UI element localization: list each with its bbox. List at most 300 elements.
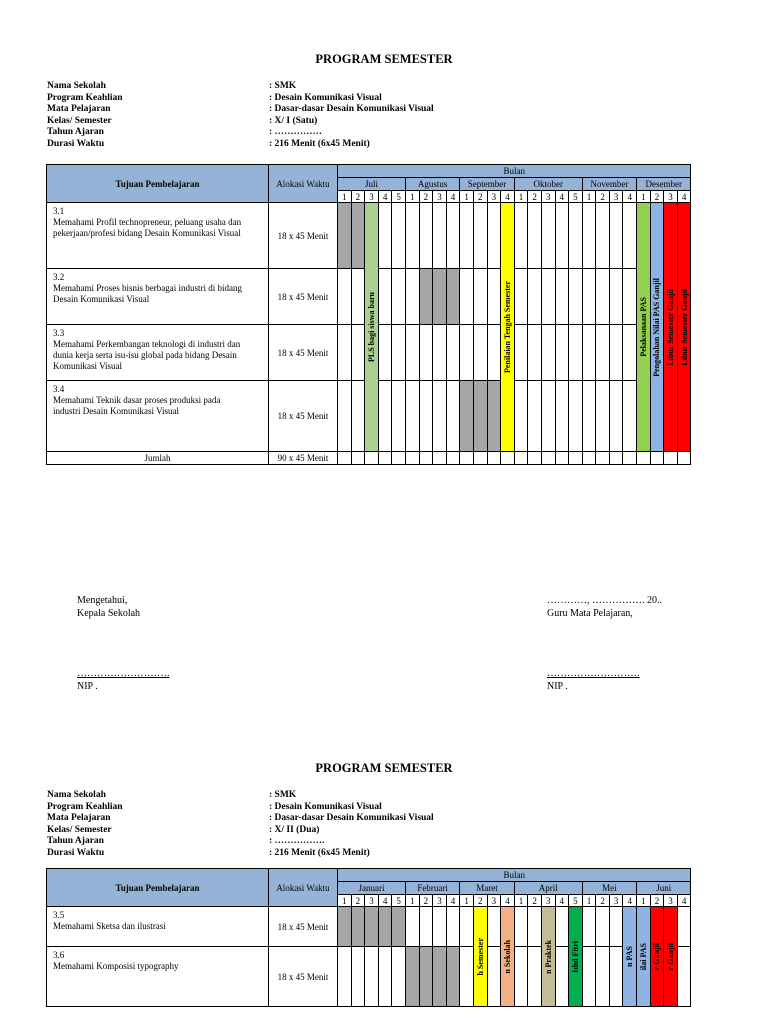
week-cell: [487, 907, 501, 947]
month-header: April: [514, 882, 582, 895]
column-header-alokasi: Alokasi Waktu: [269, 869, 338, 907]
tujuan-number: 3.3: [53, 328, 65, 338]
tujuan-text: Memahami Perkembangan teknologi di industri dan dunia kerja serta isu-isu global pada bidang Desain Komunikasi Visual: [53, 339, 241, 371]
week-number: 3: [487, 191, 501, 203]
week-cell: [419, 907, 433, 947]
week-number: 5: [392, 895, 406, 907]
week-cell: [569, 452, 583, 465]
week-cell: [338, 452, 352, 465]
week-cell: [338, 269, 352, 325]
alokasi-cell: 18 x 45 Menit: [269, 203, 338, 269]
week-cell: [365, 947, 379, 1007]
week-cell: [596, 452, 610, 465]
signature-right-dots: ……………………….: [547, 668, 640, 679]
week-cell: [487, 269, 501, 325]
alokasi-cell: 18 x 45 Menit: [269, 947, 338, 1007]
week-cell: [582, 947, 596, 1007]
week-cell: [596, 269, 610, 325]
month-header: Agustus: [405, 178, 459, 191]
week-cell: [623, 269, 637, 325]
week-cell: [405, 381, 419, 452]
event-cell: [501, 203, 515, 452]
event-label: ilai PAS: [638, 942, 648, 971]
tujuan-cell: [47, 907, 269, 947]
week-cell: [378, 452, 392, 465]
week-cell: [555, 325, 569, 381]
event-cell: [569, 907, 583, 1007]
week-cell: [569, 381, 583, 452]
week-cell: [514, 269, 528, 325]
week-number: 1: [514, 895, 528, 907]
alokasi-cell: 18 x 45 Menit: [269, 269, 338, 325]
week-number: 3: [664, 191, 678, 203]
event-cell: [637, 203, 651, 452]
week-number: 1: [582, 191, 596, 203]
tujuan-number: 3.1: [53, 206, 65, 216]
week-cell: [433, 203, 447, 269]
week-cell: [392, 381, 406, 452]
tujuan-number: 3.2: [53, 272, 65, 282]
month-header: Mei: [582, 882, 636, 895]
week-cell: [514, 907, 528, 947]
week-number: 1: [460, 895, 474, 907]
week-number: 2: [650, 895, 664, 907]
week-cell: [378, 269, 392, 325]
tujuan-text: Memahami Teknik dasar proses produksi pada industri Desain Komunikasi Visual: [53, 395, 221, 416]
week-cell: [460, 269, 474, 325]
alokasi-cell: 18 x 45 Menit: [269, 907, 338, 947]
event-label-wrap: [569, 907, 582, 1006]
tujuan-cell: [47, 203, 269, 269]
week-cell: [473, 269, 487, 325]
week-cell: [446, 947, 460, 1007]
event-label-wrap: [623, 907, 636, 1006]
info-value: : X/ II (Dua): [269, 824, 320, 835]
week-cell: [460, 203, 474, 269]
event-label: Libur Semester Ganjil: [679, 288, 689, 366]
week-cell: [433, 381, 447, 452]
tujuan-text: Memahami Komposisi typography: [53, 961, 179, 971]
week-number: 4: [677, 191, 691, 203]
week-cell: [433, 947, 447, 1007]
week-cell: [623, 452, 637, 465]
event-cell: [501, 907, 515, 1007]
week-cell: [541, 381, 555, 452]
week-cell: [405, 269, 419, 325]
week-number: 2: [351, 191, 365, 203]
week-cell: [378, 381, 392, 452]
week-cell: [419, 269, 433, 325]
week-cell: [433, 325, 447, 381]
doc1-schedule-table: [46, 164, 691, 465]
week-cell: [405, 947, 419, 1007]
week-number: 4: [623, 191, 637, 203]
week-number: 4: [677, 895, 691, 907]
week-cell: [460, 907, 474, 947]
column-header-tujuan: Tujuan Pembelajaran: [47, 165, 269, 203]
doc2-info-block: [47, 790, 547, 859]
week-cell: [460, 452, 474, 465]
week-cell: [351, 269, 365, 325]
event-label-wrap: [651, 907, 664, 1006]
event-label: n Sekolah: [502, 939, 512, 974]
week-number: 1: [637, 191, 651, 203]
column-header-bulan: Bulan: [338, 869, 691, 882]
event-label: r Ganjil: [666, 942, 676, 971]
week-cell: [528, 269, 542, 325]
info-label: Kelas/ Semester: [47, 824, 112, 835]
week-number: 1: [405, 191, 419, 203]
info-value: : 216 Menit (6x45 Menit): [269, 138, 370, 149]
doc2-schedule-table: [46, 868, 691, 1007]
week-cell: [609, 907, 623, 947]
signature-right-date: …………, ……………. 20..: [547, 595, 662, 606]
week-cell: [555, 907, 569, 947]
week-cell: [650, 452, 664, 465]
week-cell: [555, 381, 569, 452]
event-label-wrap: [637, 907, 650, 1006]
week-cell: [446, 907, 460, 947]
info-label: Nama Sekolah: [47, 81, 106, 91]
week-cell: [351, 947, 365, 1007]
week-number: 1: [405, 895, 419, 907]
event-cell: [541, 907, 555, 1007]
info-label: Kelas/ Semester: [47, 115, 112, 126]
week-cell: [378, 325, 392, 381]
week-cell: [446, 381, 460, 452]
week-cell: [596, 203, 610, 269]
event-label: Penilaian Tengah Semester: [502, 280, 512, 373]
info-value: : …………….: [269, 836, 325, 846]
week-cell: [541, 325, 555, 381]
week-cell: [487, 381, 501, 452]
week-cell: [528, 452, 542, 465]
month-header: Juni: [637, 882, 691, 895]
week-cell: [609, 269, 623, 325]
week-cell: [487, 325, 501, 381]
week-cell: [446, 452, 460, 465]
week-number: 3: [433, 191, 447, 203]
week-cell: [365, 907, 379, 947]
week-cell: [623, 381, 637, 452]
week-cell: [596, 381, 610, 452]
week-cell: [433, 452, 447, 465]
jumlah-label: Jumlah: [47, 452, 269, 465]
info-label: Nama Sekolah: [47, 790, 106, 800]
info-value: : Desain Komunikasi Visual: [269, 92, 382, 103]
week-cell: [528, 203, 542, 269]
week-cell: [609, 947, 623, 1007]
week-cell: [637, 452, 651, 465]
event-label: Libur Semester Ganjil: [666, 288, 676, 366]
week-number: 2: [596, 895, 610, 907]
week-number: 2: [596, 191, 610, 203]
week-cell: [473, 203, 487, 269]
tujuan-cell: [47, 381, 269, 452]
week-cell: [419, 947, 433, 1007]
info-label: Program Keahlian: [47, 92, 123, 103]
event-label-wrap: [501, 907, 514, 1006]
week-cell: [623, 203, 637, 269]
event-label: n PAS: [625, 946, 635, 967]
doc1-info-block: [47, 81, 547, 150]
info-label: Tahun Ajaran: [47, 127, 104, 137]
event-label-wrap: [542, 907, 555, 1006]
column-header-bulan: Bulan: [338, 165, 691, 178]
event-label-wrap: [678, 203, 691, 451]
week-number: 5: [569, 895, 583, 907]
week-cell: [609, 325, 623, 381]
week-cell: [528, 325, 542, 381]
week-cell: [541, 269, 555, 325]
signature-right: [547, 594, 662, 620]
week-cell: [405, 907, 419, 947]
table-row: [47, 203, 691, 269]
week-cell: [677, 907, 691, 947]
week-cell: [514, 452, 528, 465]
signature-left-dots: ……………………….: [77, 668, 170, 679]
info-value: : Desain Komunikasi Visual: [269, 801, 382, 812]
alokasi-cell: 18 x 45 Menit: [269, 381, 338, 452]
week-cell: [596, 907, 610, 947]
week-cell: [460, 947, 474, 1007]
week-cell: [501, 452, 515, 465]
week-number: 4: [446, 895, 460, 907]
week-cell: [351, 203, 365, 269]
week-cell: [487, 947, 501, 1007]
week-cell: [596, 325, 610, 381]
week-number: 3: [433, 895, 447, 907]
month-header: Oktober: [514, 178, 582, 191]
week-number: 3: [365, 191, 379, 203]
jumlah-row: [47, 452, 691, 465]
week-cell: [541, 203, 555, 269]
week-number: 3: [541, 191, 555, 203]
signature-left-bottom: [77, 667, 170, 693]
week-number: 2: [650, 191, 664, 203]
week-cell: [609, 452, 623, 465]
tujuan-cell: [47, 269, 269, 325]
week-cell: [446, 269, 460, 325]
week-number: 4: [501, 895, 515, 907]
week-cell: [338, 907, 352, 947]
info-label: Mata Pelajaran: [47, 104, 111, 114]
week-cell: [473, 381, 487, 452]
week-number: 2: [528, 895, 542, 907]
week-number: 3: [541, 895, 555, 907]
signature-right-nip: NIP .: [547, 681, 568, 692]
week-cell: [419, 203, 433, 269]
signature-left-line2: Kepala Sekolah: [77, 608, 141, 619]
week-cell: [555, 203, 569, 269]
event-label: h Semester: [475, 937, 485, 976]
week-number: 2: [528, 191, 542, 203]
week-cell: [351, 907, 365, 947]
week-cell: [569, 203, 583, 269]
info-value: : Dasar-dasar Desain Komunikasi Visual: [269, 813, 434, 823]
month-header: Maret: [460, 882, 514, 895]
week-cell: [582, 325, 596, 381]
tujuan-text: Memahami Sketsa dan ilustrasi: [53, 921, 166, 931]
week-cell: [351, 452, 365, 465]
week-cell: [405, 325, 419, 381]
week-cell: [351, 325, 365, 381]
week-number: 4: [623, 895, 637, 907]
week-cell: [378, 907, 392, 947]
event-cell: [664, 907, 678, 1007]
week-number: 4: [501, 191, 515, 203]
week-number: 1: [582, 895, 596, 907]
week-cell: [541, 452, 555, 465]
info-value: : X/ I (Satu): [269, 115, 318, 126]
week-cell: [487, 203, 501, 269]
week-number: 2: [473, 895, 487, 907]
week-cell: [460, 325, 474, 381]
week-number: 4: [555, 895, 569, 907]
week-cell: [473, 452, 487, 465]
week-number: 3: [609, 895, 623, 907]
week-cell: [623, 325, 637, 381]
jumlah-value: 90 x 45 Menit: [269, 452, 338, 465]
week-number: 4: [378, 191, 392, 203]
week-cell: [419, 452, 433, 465]
info-label: Mata Pelajaran: [47, 813, 111, 823]
info-label: Durasi Waktu: [47, 847, 105, 858]
tujuan-number: 3.6: [53, 950, 65, 960]
week-cell: [528, 381, 542, 452]
week-cell: [596, 947, 610, 1007]
week-number: 5: [569, 191, 583, 203]
event-label-wrap: [664, 203, 677, 451]
table-row: [47, 947, 691, 1007]
week-cell: [392, 269, 406, 325]
week-cell: [378, 947, 392, 1007]
event-label-wrap: [501, 203, 514, 451]
info-value: : 216 Menit (6x45 Menit): [269, 847, 370, 858]
week-number: 4: [378, 895, 392, 907]
event-label-wrap: [474, 907, 487, 1006]
week-cell: [419, 381, 433, 452]
event-label: Pelaksanaan PAS: [638, 297, 648, 357]
week-cell: [582, 452, 596, 465]
event-cell: [623, 907, 637, 1007]
week-cell: [419, 325, 433, 381]
week-cell: [338, 381, 352, 452]
tujuan-cell: [47, 947, 269, 1007]
tujuan-text: Memahami Profil technopreneur, peluang usaha dan pekerjaan/profesi bidang Desain Komunikasi Visual: [53, 217, 242, 238]
month-header: Juli: [338, 178, 406, 191]
event-label: n Praktek: [543, 939, 553, 974]
week-cell: [392, 203, 406, 269]
week-cell: [677, 947, 691, 1007]
week-cell: [528, 907, 542, 947]
signature-left-line1: Mengetahui,: [77, 595, 128, 606]
signature-right-line2: Guru Mata Pelajaran,: [547, 608, 633, 619]
month-header: September: [460, 178, 514, 191]
week-cell: [405, 452, 419, 465]
event-label: r Ganjil: [652, 942, 662, 971]
week-cell: [460, 381, 474, 452]
event-label-wrap: [651, 203, 664, 451]
week-cell: [351, 381, 365, 452]
week-number: 1: [514, 191, 528, 203]
week-cell: [338, 947, 352, 1007]
week-cell: [365, 452, 379, 465]
week-number: 3: [487, 895, 501, 907]
week-cell: [392, 325, 406, 381]
week-cell: [569, 325, 583, 381]
event-label: Idul Fitri: [570, 940, 580, 973]
week-cell: [582, 381, 596, 452]
week-number: 4: [446, 191, 460, 203]
event-label-wrap: [365, 203, 378, 451]
column-header-tujuan: Tujuan Pembelajaran: [47, 869, 269, 907]
info-value: : ……………: [269, 127, 323, 137]
week-cell: [514, 381, 528, 452]
event-cell: [637, 907, 651, 1007]
week-cell: [514, 203, 528, 269]
week-cell: [392, 452, 406, 465]
tujuan-text: Memahami Proses bisnis berbagai industri di bidang Desain Komunikasi Visual: [53, 283, 242, 304]
signature-right-bottom: [547, 667, 640, 693]
week-number: 1: [338, 895, 352, 907]
week-cell: [338, 203, 352, 269]
month-header: November: [582, 178, 636, 191]
week-cell: [677, 452, 691, 465]
event-cell: [664, 203, 678, 452]
week-cell: [664, 452, 678, 465]
event-label: Pengolahan Nilai PAS Ganjil: [652, 277, 662, 377]
week-cell: [582, 907, 596, 947]
week-number: 3: [609, 191, 623, 203]
alokasi-cell: 18 x 45 Menit: [269, 325, 338, 381]
signature-left-nip: NIP .: [77, 681, 98, 692]
tujuan-number: 3.5: [53, 910, 65, 920]
week-cell: [609, 203, 623, 269]
week-cell: [582, 269, 596, 325]
week-number: 2: [419, 191, 433, 203]
week-cell: [392, 947, 406, 1007]
event-label-wrap: [664, 907, 677, 1006]
week-cell: [555, 947, 569, 1007]
week-cell: [446, 325, 460, 381]
signature-left: [77, 594, 140, 620]
week-cell: [528, 947, 542, 1007]
info-value: : SMK: [269, 790, 297, 800]
week-cell: [392, 907, 406, 947]
month-header: Februari: [405, 882, 459, 895]
week-number: 4: [555, 191, 569, 203]
week-cell: [473, 325, 487, 381]
week-cell: [609, 381, 623, 452]
week-cell: [569, 269, 583, 325]
event-cell: [365, 203, 379, 452]
info-value: : SMK: [269, 81, 297, 91]
table-row: [47, 907, 691, 947]
doc1-title: PROGRAM SEMESTER: [315, 52, 453, 66]
week-number: 2: [473, 191, 487, 203]
month-header: Januari: [338, 882, 406, 895]
week-cell: [446, 203, 460, 269]
tujuan-cell: [47, 325, 269, 381]
event-cell: [677, 203, 691, 452]
tujuan-number: 3.4: [53, 384, 65, 394]
week-cell: [514, 947, 528, 1007]
month-header: Desember: [637, 178, 691, 191]
week-cell: [514, 325, 528, 381]
week-cell: [405, 203, 419, 269]
week-cell: [433, 269, 447, 325]
